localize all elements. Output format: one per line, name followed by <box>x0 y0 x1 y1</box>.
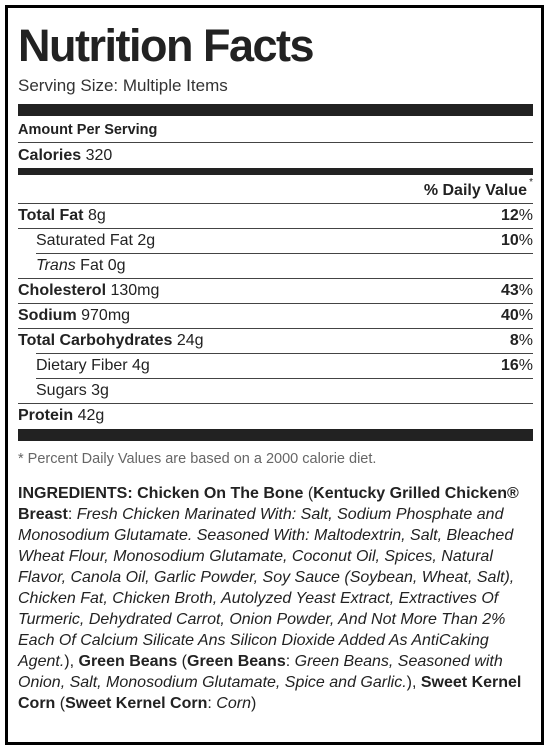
calories-label: Calories <box>18 147 82 164</box>
daily-value-percent-sign: % <box>518 307 533 324</box>
nutrient-row-total-carbohydrates <box>18 329 533 353</box>
calories-value: 320 <box>85 147 113 164</box>
daily-value-percent-sign: % <box>518 332 533 349</box>
nutrient-row-protein <box>18 404 533 428</box>
daily-value-percent-sign: % <box>518 232 533 249</box>
daily-value-number: 43 <box>500 282 519 299</box>
daily-value-number: 12 <box>500 207 519 224</box>
nutrient-row-total-fat <box>18 204 533 228</box>
nutrient-label: Total Carbohydrates <box>18 332 173 349</box>
nutrient-row-cholesterol <box>18 279 533 303</box>
nutrient-amount: 24g <box>176 332 204 349</box>
daily-value-percent-sign: % <box>518 282 533 299</box>
nutrient-amount: 42g <box>77 407 105 424</box>
nutrient-label: Dietary Fiber <box>36 357 128 374</box>
ingredient-punct: ), <box>406 674 417 691</box>
ingredient-punct: ), <box>64 653 75 670</box>
nutrient-amount: 8g <box>87 207 106 224</box>
nutrient-row-trans-fat <box>18 254 533 278</box>
ingredient-name: Green Beans <box>187 653 286 670</box>
serving-size: Serving Size: Multiple Items <box>18 76 228 95</box>
ingredient-name: Sweet Kernel Corn <box>18 674 522 712</box>
daily-value-percent-sign: % <box>518 357 533 374</box>
ingredient-name: Chicken On The Bone <box>137 485 304 502</box>
ingredient-name: Sweet Kernel Corn <box>65 695 208 712</box>
nutrition-facts-panel <box>5 5 544 745</box>
ingredient-detail: Fresh Chicken Marinated With: Salt, Sodium Phosphate and Monosodium Glutamate. Seasoned With: Maltodextrin, Salt, Bleached Wheat Flour, Monosodium Glutamate, Coconut Oil, Spices, Natural Flavor, Canola Oil, Garlic Powder, Soy Sauce (Soybean, Wheat, Salt), Chicken Fat, Chicken Broth, Autolyzed Yeast Extract, Extractives Of Turmeric, Dehydrated Carrot, Onion Powder, And Not More Than 2% Each Of Calcium Silicate Ans Silicon Dioxide Added As AntiCaking Agent. <box>18 506 515 670</box>
ingredient-punct: : <box>207 695 212 712</box>
nutrient-amount: 3g <box>91 382 109 399</box>
nutrient-label: Sugars <box>36 382 87 399</box>
nutrient-amount: 130mg <box>110 282 160 299</box>
ingredients-heading: INGREDIENTS: <box>18 485 133 502</box>
nutrient-amount: 2g <box>137 232 156 249</box>
ingredient-punct: ( <box>307 485 314 502</box>
daily-value-number: 8 <box>509 332 519 349</box>
daily-value-percent-sign: % <box>518 207 533 224</box>
ingredient-name: Kentucky Grilled Chicken® Breast <box>18 485 519 523</box>
ingredient-detail: Corn <box>216 695 251 712</box>
ingredient-detail: Green Beans, Seasoned with Onion, Salt, Monosodium Glutamate, Spice and Garlic. <box>18 653 503 691</box>
ingredients-block <box>18 483 533 714</box>
daily-value-asterisk: * <box>529 177 533 188</box>
ingredient-name: Green Beans <box>78 653 178 670</box>
medium-divider <box>18 168 533 175</box>
nutrient-label: Saturated Fat <box>36 232 133 249</box>
nutrient-label: Fat <box>80 257 104 274</box>
daily-value-number: 10 <box>500 232 519 249</box>
nutrient-label: Sodium <box>18 307 77 324</box>
ingredient-punct: ( <box>59 695 66 712</box>
nutrient-row-sugars <box>18 379 533 403</box>
nutrient-row-saturated-fat <box>18 229 533 253</box>
amount-per-serving-row <box>18 118 533 142</box>
nutrient-amount: 0g <box>107 257 126 274</box>
amount-per-serving-label: Amount Per Serving <box>18 122 158 138</box>
calories-row <box>18 144 533 168</box>
ingredient-punct: : <box>67 506 73 523</box>
divider <box>18 142 533 143</box>
nutrient-row-dietary-fiber <box>18 354 533 378</box>
ingredient-punct: ( <box>181 653 187 670</box>
daily-value-number: 16 <box>500 357 519 374</box>
ingredient-punct: : <box>285 653 291 670</box>
nutrient-label: Total Fat <box>18 207 84 224</box>
thick-divider <box>18 429 533 441</box>
ingredient-punct: ) <box>250 695 257 712</box>
daily-value-number: 40 <box>500 307 519 324</box>
nutrient-label: Protein <box>18 407 74 424</box>
nutrient-label: Cholesterol <box>18 282 107 299</box>
daily-value-header-row <box>18 179 533 203</box>
daily-value-header: % Daily Value <box>423 182 527 199</box>
nutrient-row-sodium <box>18 304 533 328</box>
nutrient-amount: 4g <box>132 357 150 374</box>
nutrient-amount: 970mg <box>81 307 131 324</box>
nutrient-label-italic: Trans <box>36 257 76 274</box>
page-title: Nutrition Facts <box>18 20 314 71</box>
daily-value-footnote: * Percent Daily Values are based on a 2000 calorie diet. <box>18 451 377 467</box>
thick-divider <box>18 104 533 116</box>
